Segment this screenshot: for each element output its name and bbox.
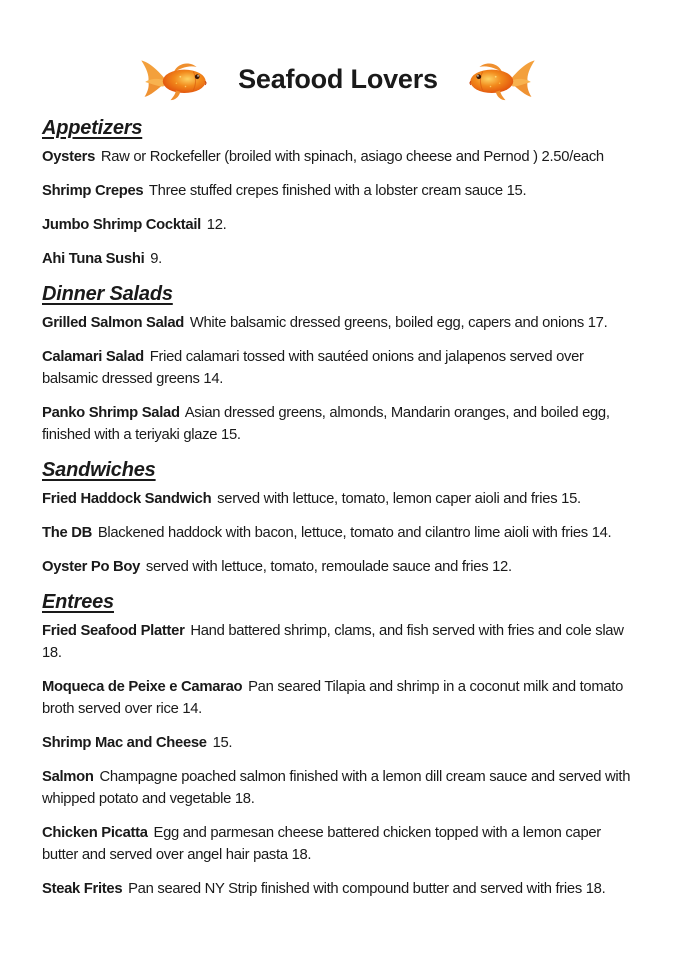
item-name: Salmon	[42, 769, 94, 785]
item-description: Three stuffed crepes finished with a lobster cream sauce	[148, 183, 503, 199]
section-items	[42, 620, 640, 900]
item-name: Grilled Salmon Salad	[42, 315, 185, 331]
item-name: Shrimp Crepes	[42, 183, 144, 199]
section-heading: Sandwiches	[42, 459, 156, 481]
item-name: Fried Haddock Sandwich	[42, 491, 212, 507]
item-price: 14.	[203, 371, 224, 387]
section-items	[42, 146, 640, 270]
page-title: Seafood Lovers	[238, 64, 438, 94]
menu-item	[42, 766, 640, 810]
menu-section	[42, 282, 640, 446]
item-name: Oysters	[42, 149, 96, 165]
menu-item	[42, 346, 640, 390]
menu-item	[42, 146, 640, 168]
section-heading: Dinner Salads	[42, 283, 173, 305]
item-price: 17.	[587, 315, 608, 331]
item-description: Champagne poached salmon finished with a lemon dill cream sauce and served with whipped potato and vegetable	[42, 769, 631, 807]
item-price: 2.50/each	[541, 149, 604, 165]
item-price: 18.	[42, 645, 62, 661]
item-name: Ahi Tuna Sushi	[42, 251, 145, 267]
item-description: Blackened haddock with bacon, lettuce, tomato and cilantro lime aioli with fries	[97, 525, 588, 541]
item-description: White balsamic dressed greens, boiled egg, capers and onions	[189, 315, 584, 331]
item-price: 18.	[291, 847, 312, 863]
item-description: Pan seared NY Strip finished with compound butter and served with fries	[128, 881, 582, 897]
menu-item	[42, 312, 640, 334]
item-description: Asian dressed greens, almonds, Mandarin oranges, and boiled egg, finished with a teriyaki glaze	[42, 405, 610, 443]
menu-item	[42, 488, 640, 510]
item-price: 15.	[221, 427, 241, 443]
menu-item	[42, 180, 640, 202]
item-price: 18.	[234, 791, 255, 807]
section-items	[42, 488, 640, 578]
menu-body	[0, 104, 676, 900]
item-price: 15.	[561, 491, 581, 507]
item-name: Calamari Salad	[42, 349, 144, 365]
menu-section	[42, 590, 640, 900]
item-description: Raw or Rockefeller (broiled with spinach, asiago cheese and Pernod )	[100, 149, 538, 165]
item-description: served with lettuce, tomato, remoulade sauce and fries	[145, 559, 489, 575]
menu-header	[0, 0, 676, 104]
section-heading: Entrees	[42, 591, 114, 613]
menu-item	[42, 620, 640, 664]
menu-item	[42, 878, 640, 900]
item-price: 12.	[492, 559, 512, 575]
item-price: 12.	[206, 217, 227, 233]
item-name: Oyster Po Boy	[42, 559, 141, 575]
item-name: Shrimp Mac and Cheese	[42, 735, 207, 751]
section-heading: Appetizers	[42, 117, 143, 139]
item-description: Pan seared Tilapia and shrimp in a coconut milk and tomato broth served over rice	[42, 679, 624, 717]
item-price: 18.	[585, 881, 606, 897]
menu-section	[42, 116, 640, 270]
item-description: Egg and parmesan cheese battered chicken topped with a lemon caper butter and served over angel hair pasta	[42, 825, 601, 863]
menu-item	[42, 522, 640, 544]
item-name: The DB	[42, 525, 92, 541]
item-name: Jumbo Shrimp Cocktail	[42, 217, 201, 233]
item-name: Moqueca de Peixe e Camarao	[42, 679, 243, 695]
goldfish-icon-right	[458, 56, 536, 104]
item-price: 14.	[591, 525, 612, 541]
item-description: served with lettuce, tomato, lemon caper aioli and fries	[217, 491, 558, 507]
menu-item	[42, 822, 640, 866]
menu-item	[42, 402, 640, 446]
menu-item	[42, 214, 640, 236]
section-items	[42, 312, 640, 446]
item-name: Chicken Picatta	[42, 825, 148, 841]
item-price: 14.	[182, 701, 202, 717]
item-description: Fried calamari tossed with sautéed onions and jalapenos served over balsamic dressed greens	[42, 349, 584, 387]
item-price: 15.	[212, 735, 233, 751]
goldfish-icon-left	[140, 56, 218, 104]
item-name: Fried Seafood Platter	[42, 623, 185, 639]
item-name: Panko Shrimp Salad	[42, 405, 180, 421]
item-price: 15.	[506, 183, 527, 199]
menu-item	[42, 248, 640, 270]
item-name: Steak Frites	[42, 881, 123, 897]
menu-item	[42, 556, 640, 578]
item-price: 9.	[150, 251, 162, 267]
menu-item	[42, 676, 640, 720]
menu-item	[42, 732, 640, 754]
item-description: Hand battered shrimp, clams, and fish served with fries and cole slaw	[190, 623, 624, 639]
menu-section	[42, 458, 640, 578]
